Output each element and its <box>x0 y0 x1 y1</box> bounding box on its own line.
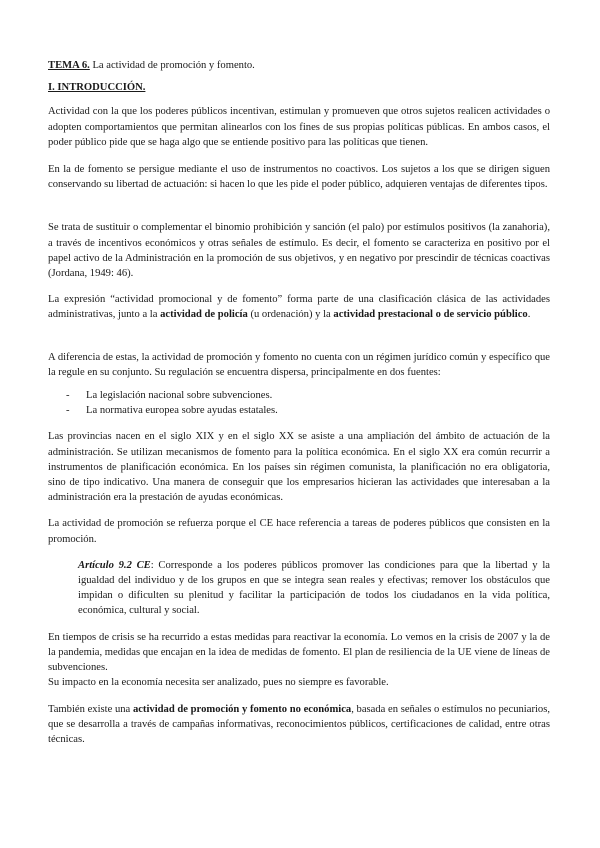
chapter-title: La actividad de promoción y fomento. <box>89 60 255 71</box>
document-body <box>48 58 550 747</box>
sources-list <box>48 388 550 418</box>
paragraph-10: También existe una actividad de promoción y fomento no económica, basada en señales o estímulos no pecuniarios, que se desarrolla a través de campañas informativas, reconocimientos públicos, certificaciones de calidad, entre otras técnicas. <box>48 703 550 745</box>
list-bullet: - <box>66 390 70 402</box>
term-promocion-no-economica: actividad de promoción y fomento no económica <box>132 703 352 715</box>
paragraph-2: En la de fomento se persigue mediante el uso de instrumentos no coactivos. Los sujetos a los que se dirigen siguen conservando su libertad de actuación: si hacen lo que les pide el poder público, adquieren ventajas de diferentes tipos. <box>48 164 550 191</box>
paragraph-1: Actividad con la que los poderes públicos incentivan, estimulan y promueven que otros sujetos realicen actividades o adopten comportamientos que permitan alinearlos con los fines de sus propias políticas públicas. En ambos casos, el poder público pide que se haga algo que se entiende positivo para las políticas que tienen. <box>48 106 550 148</box>
paragraph-8: En tiempos de crisis se ha recurrido a estas medidas para reactivar la economía. Lo vemos en la crisis de 2007 y la de la pandemia, medidas que encajan en la idea de medidas de fomento. El plan de resiliencia de la UE viene de líneas de subvenciones. <box>48 631 550 674</box>
list-bullet: - <box>66 405 70 417</box>
list-item: - La normativa europea sobre ayudas estatales. <box>48 403 550 418</box>
article-label: Artículo 9.2 CE <box>78 559 151 571</box>
chapter-heading <box>48 58 550 73</box>
term-actividad-prestacional: actividad prestacional o de servicio público <box>333 309 528 321</box>
paragraph-6: Las provincias nacen en el siglo XIX y en el siglo XX se asiste a una ampliación del ámbito de actuación de la administración. Se utilizan mecanismos de fomento para la política económica. En el siglo XX era común recurrir a instrumentos de planificación económica. En los países sin régimen comunista, la planificación no era obligatoria, sino de tipo indicativo. Una manera de conseguir que los empresarios hicieran las actividades que interesaban a la administración era la prestación de ayudas económicas. <box>48 431 550 504</box>
chapter-number: TEMA 6. <box>48 60 90 71</box>
section-title: I. INTRODUCCIÓN. <box>48 82 146 94</box>
list-item: - La legislación nacional sobre subvenciones. <box>48 388 550 403</box>
paragraph-9: Su impacto en la economía necesita ser analizado, pues no siempre es favorable. <box>48 677 389 689</box>
paragraph-3: Se trata de sustituir o complementar el binomio prohibición y sanción (el palo) por estímulos positivos (la zanahoria), a través de incentivos económicos y otras señales de estímulo. Es decir, el fomento se caracteriza en positivo por el papel activo de la Administración en la promoción de sus objetivos, y en negativo por prescindir de técnicas coactivas (Jordana, 1949: 46). <box>48 222 550 280</box>
article-quote <box>78 558 550 619</box>
paragraph-7: La actividad de promoción se refuerza porque el CE hace referencia a tareas de poderes públicos que consisten en la promoción. <box>48 518 550 545</box>
term-actividad-policia: actividad de policía <box>160 309 248 321</box>
paragraph-4: La expresión “actividad promocional y de fomento” forma parte de una clasificación clásica de las actividades administrativas, junto a la actividad de policía (u ordenación) y la actividad prestacional o de servicio público. <box>48 294 550 321</box>
paragraph-5: A diferencia de estas, la actividad de promoción y fomento no cuenta con un régimen jurídico común y específico que la regule en su conjunto. Su regulación se encuentra dispersa, principalmente en dos fuentes: <box>48 351 550 378</box>
article-text: : Corresponde a los poderes públicos promover las condiciones para que la libertad y la igualdad del individuo y de los grupos en que se integra sean reales y efectivas; remover los obstáculos que impidan o dificulten su plenitud y facilitar la participación de todos los ciudadanos en la vida política, económica, cultural y social. <box>78 559 550 617</box>
